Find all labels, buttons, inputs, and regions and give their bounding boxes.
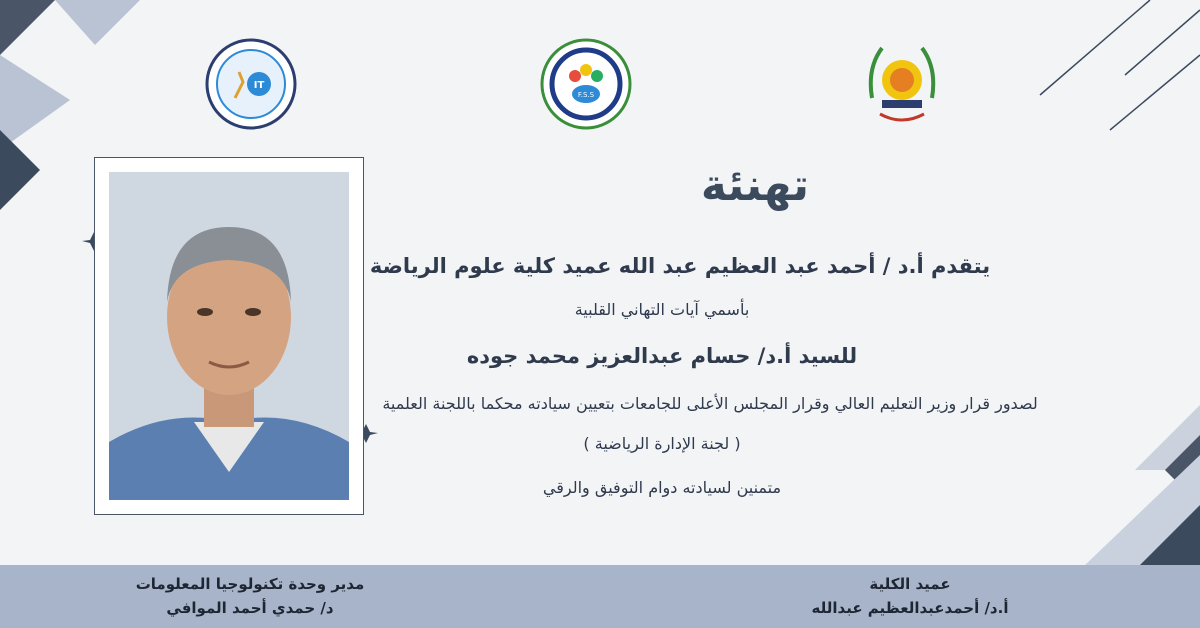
photo-frame [94, 157, 364, 515]
congrats-line-1: يتقدم أ.د / أحمد عبد العظيم عبد الله عميد كلية علوم الرياضة [369, 254, 991, 278]
signature-name: د/ حمدي أحمد الموافي [166, 599, 334, 617]
faculty-sports-logo [540, 38, 632, 130]
svg-text:IT: IT [253, 80, 265, 91]
signature-name: أ.د/ أحمدعبدالعظيم عبدالله [811, 599, 1009, 617]
signature-role: مدير وحدة تكنولوجيا المعلومات [135, 575, 365, 593]
svg-text:F.S.S: F.S.S [577, 91, 595, 99]
committee-line: ( لجنة الإدارة الرياضية ) [583, 434, 741, 453]
signature-role: عميد الكلية [869, 575, 951, 593]
congrats-line-2: بأسمي آيات التهاني القلبية [574, 300, 750, 319]
honoree-name: للسيد أ.د/ حسام عبدالعزيز محمد جوده [466, 344, 858, 368]
page-title: تهنئة [700, 160, 810, 211]
it-unit-logo [205, 38, 297, 130]
wishes-line: متمنين لسيادته دوام التوفيق والرقي [542, 478, 782, 497]
signature-dean [810, 572, 1010, 620]
signature-it-director [110, 572, 390, 620]
reason-line: لصدور قرار وزير التعليم العالي وقرار المجلس الأعلى للجامعات بتعيين سيادته محكما باللجنة العلمية [382, 394, 1038, 413]
mansoura-university-logo [862, 38, 942, 130]
